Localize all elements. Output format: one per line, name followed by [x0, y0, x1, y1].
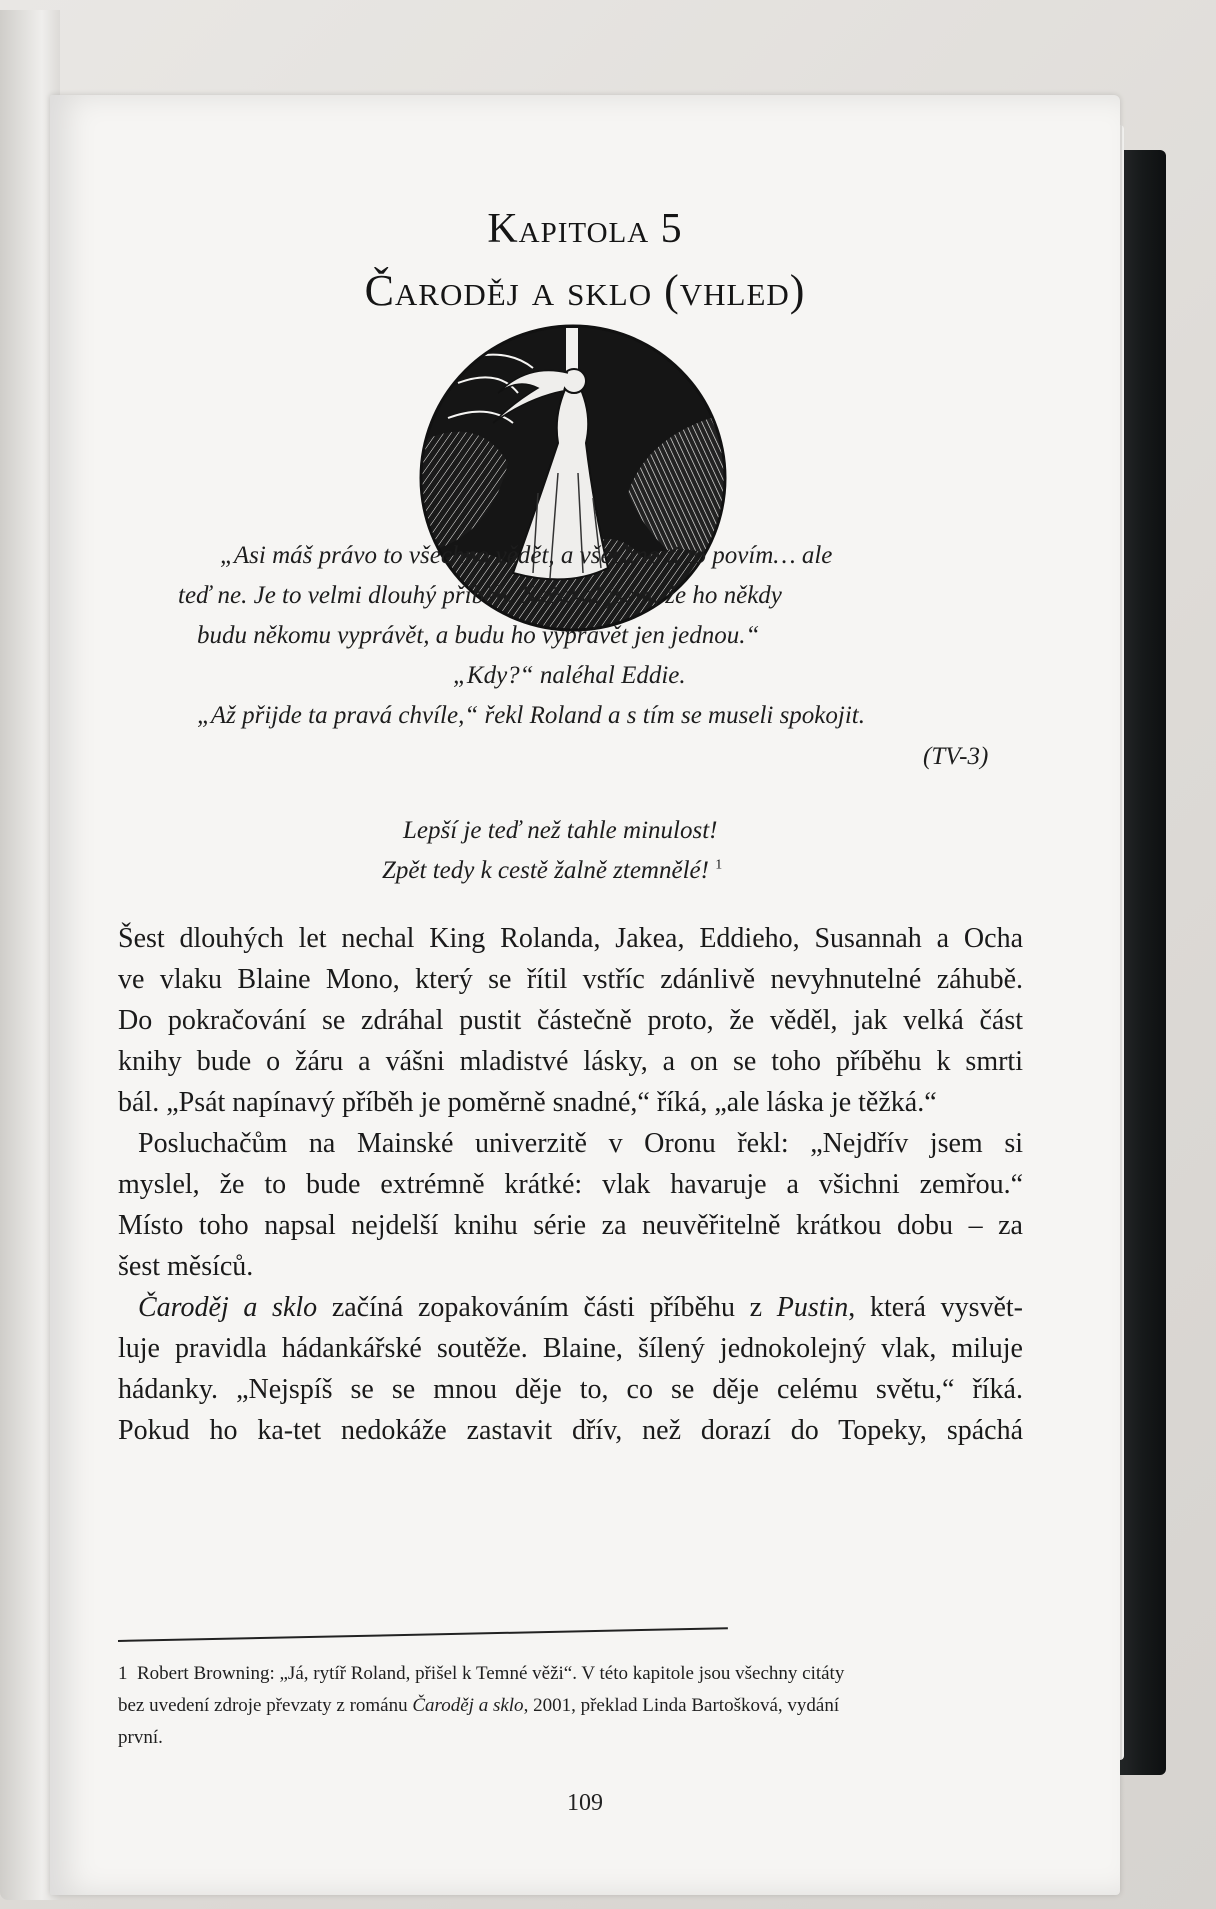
- body-line: myslel, že to bude extrémně krátké: vlak havaruje a všichni zemřou.“: [118, 1169, 1023, 1200]
- epigraph-line: „Asi máš právo to všechno vědět, a všechno ti to povím… ale: [220, 542, 833, 569]
- body-line: Pokud ho ka-tet nedokáže zastavit dřív, než dorazí do Topeky, spáchá: [118, 1415, 1023, 1446]
- epigraph-source: (TV-3): [923, 743, 989, 770]
- epigraph-line: teď ne. Je to velmi dlouhý příběh. Nečekal jsem, že ho někdy: [178, 582, 782, 609]
- epigraph-line: budu někomu vyprávět, a budu ho vyprávět jen jednou.“: [197, 622, 760, 649]
- footnote-line: bez uvedení zdroje převzaty z románu Čaroděj a sklo, 2001, překlad Linda Bartošková, vydání: [118, 1695, 840, 1716]
- verse-line: Zpět tedy k cestě žalně ztemnělé! $^1$: [382, 857, 723, 884]
- body-line: ve vlaku Blaine Mono, který se řítil vstříc zdánlivě nevyhnutelné záhubě.: [118, 964, 1023, 995]
- body-line: Šest dlouhých let nechal King Rolanda, Jakea, Eddieho, Susannah a Ocha: [118, 923, 1023, 954]
- body-line: knihy bude o žáru a vášni mladistvé lásky, a on se toho příběhu k smrti: [118, 1046, 1023, 1077]
- body-line: šest měsíců.: [118, 1251, 254, 1282]
- footnote-rule: [118, 1627, 728, 1642]
- body-line: Místo toho napsal nejdelší knihu série za neuvěřitelně krátkou dobu – za: [118, 1210, 1023, 1241]
- body-line: hádanky. „Nejspíš se se mnou děje to, co se děje celému světu,“ říká.: [118, 1374, 1023, 1405]
- book-page: [50, 95, 1120, 1895]
- page-number: 109: [567, 1790, 603, 1816]
- epigraph-line: „Až přijde ta pravá chvíle,“ řekl Roland a s tím se museli spokojit.: [197, 702, 865, 729]
- footnote-mark: 1: [715, 857, 723, 873]
- body-line: bál. „Psát napínavý příběh je poměrně snadné,“ říká, „ale láska je těžká.“: [118, 1087, 937, 1118]
- chapter-number-heading: Kapitola 5: [487, 206, 683, 252]
- epigraph-line: „Kdy?“ naléhal Eddie.: [453, 662, 686, 689]
- body-line: Čaroděj a sklo začíná zopakováním části příběhu z Pustin, která vysvět-: [138, 1292, 1024, 1323]
- body-line: Posluchačům na Mainské univerzitě v Oronu řekl: „Nejdřív jsem si: [138, 1128, 1023, 1159]
- body-line: Do pokračování se zdráhal pustit částečně proto, že věděl, jak velká část: [118, 1005, 1023, 1036]
- footnote-line: 1 Robert Browning: „Já, rytíř Roland, přišel k Temné věži“. V této kapitole jsou všechny citáty: [118, 1663, 845, 1684]
- body-line: luje pravidla hádankářské soutěže. Blaine, šílený jednokolejný vlak, miluje: [118, 1333, 1023, 1364]
- footnote-line: první.: [118, 1727, 163, 1748]
- chapter-title-heading: Čaroděj a sklo (vhled): [364, 266, 806, 315]
- verse-line: Lepší je teď než tahle minulost!: [403, 817, 718, 844]
